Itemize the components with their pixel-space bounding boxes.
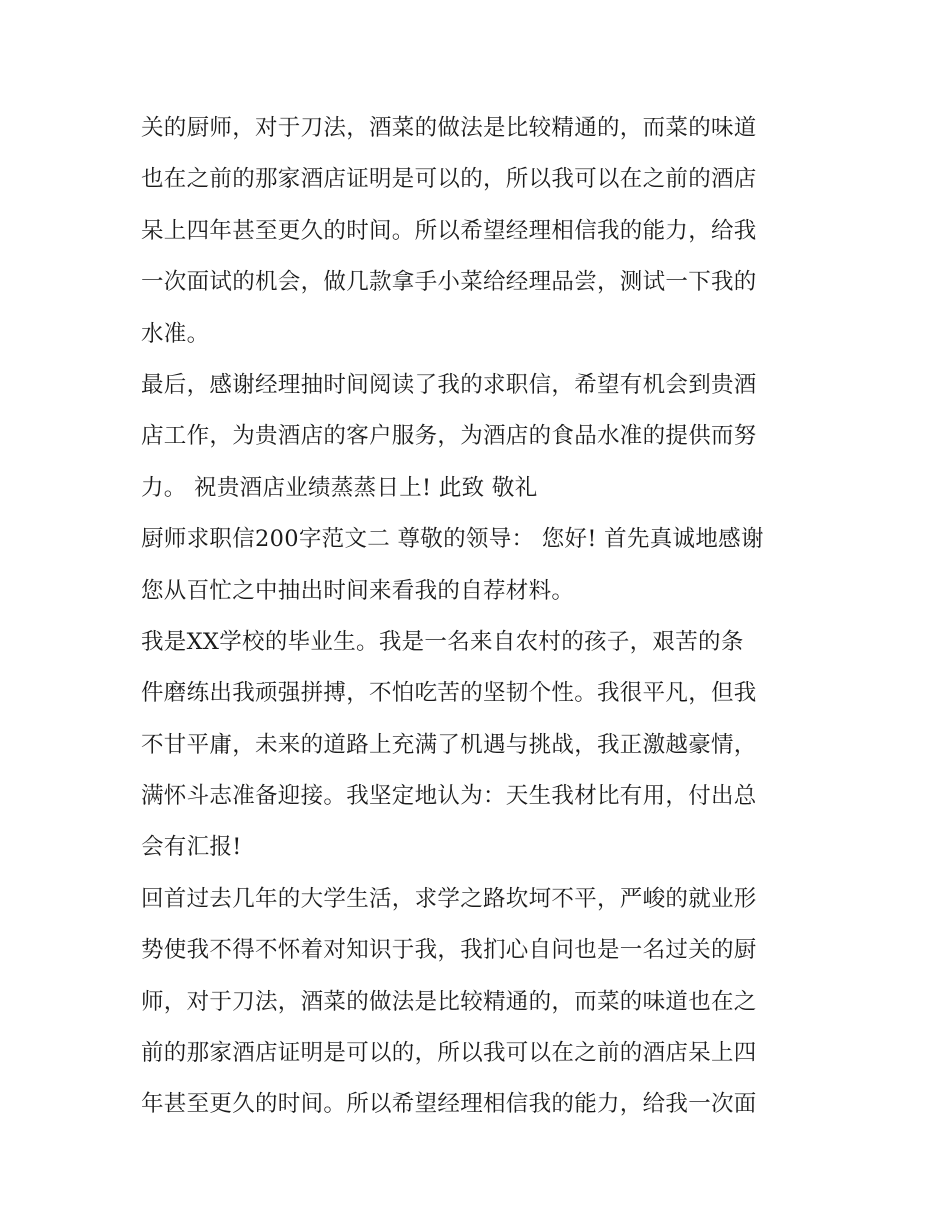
text-line: 师，对于刀法，酒菜的做法是比较精通的，而菜的味道也在之 [141, 988, 757, 1015]
text-line: 关的厨师，对于刀法，酒菜的做法是比较精通的，而菜的味道 [141, 115, 757, 141]
text-line: 势使我不得不怀着对知识于我，我扪心自问也是一名过关的厨 [141, 937, 757, 964]
text-line: 我是XX学校的毕业生。我是一名来自农村的孩子，艰苦的条 [141, 628, 744, 655]
text-line: 厨师求职信200字范文二 尊敬的领导： 您好! 首先真诚地感谢 [141, 526, 764, 553]
text-line: 呆上四年甚至更久的时间。所以希望经理相信我的能力，给我 [141, 217, 757, 244]
text-line: 会有汇报! [141, 834, 242, 861]
text-line: 前的那家酒店证明是可以的，所以我可以在之前的酒店呆上四 [141, 1040, 757, 1067]
text-line: 店工作，为贵酒店的客户服务，为酒店的食品水准的提供而努 [141, 423, 757, 450]
text-line: 满怀斗志准备迎接。我坚定地认为：天生我材比有用，付出总 [141, 783, 757, 810]
text-line: 不甘平庸，未来的道路上充满了机遇与挑战，我正激越豪情， [141, 731, 757, 758]
text-line: 回首过去几年的大学生活，求学之路坎坷不平，严峻的就业形 [141, 885, 757, 912]
text-line: 一次面试的机会，做几款拿手小菜给经理品尝，测试一下我的 [141, 269, 757, 296]
text-line: 件磨练出我顽强拼搏，不怕吃苦的坚韧个性。我很平凡，但我 [141, 680, 757, 707]
text-line: 也在之前的那家酒店证明是可以的，所以我可以在之前的酒店 [141, 166, 757, 193]
text-line: 最后，感谢经理抽时间阅读了我的求职信，希望有机会到贵酒 [141, 371, 757, 398]
document-body [141, 103, 816, 1131]
text-line: 年甚至更久的时间。所以希望经理相信我的能力，给我一次面 [141, 1091, 757, 1118]
text-line: 力。 祝贵酒店业绩蒸蒸日上! 此致 敬礼 [141, 474, 538, 501]
text-line: 您从百忙之中抽出时间来看我的自荐材料。 [141, 577, 575, 604]
text-line: 水准。 [141, 320, 210, 347]
